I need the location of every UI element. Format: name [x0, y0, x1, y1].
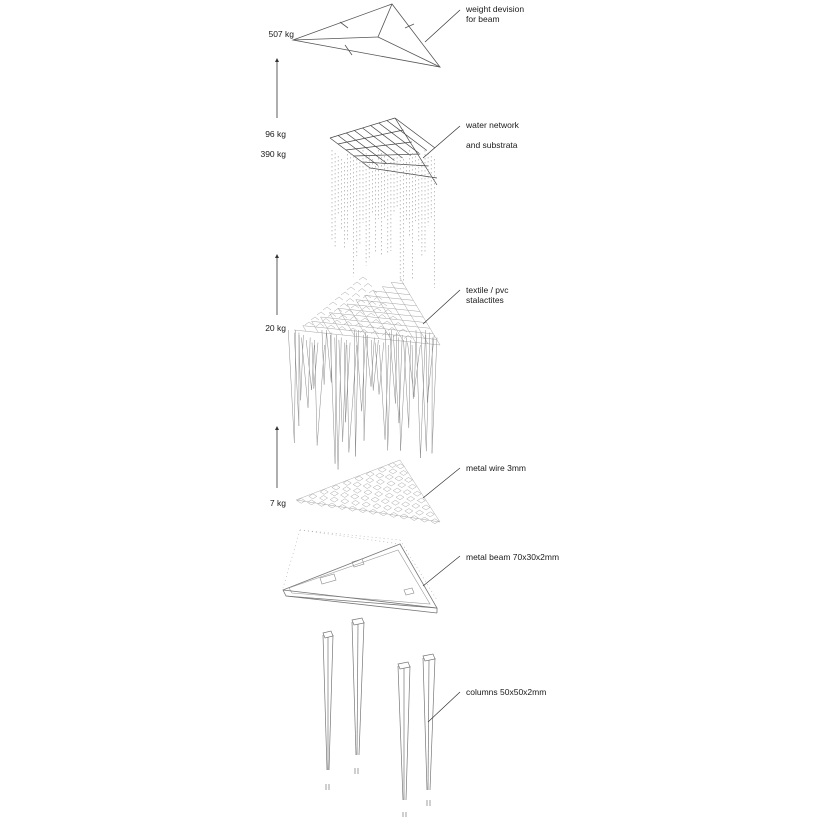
- wire-cell: [393, 488, 401, 493]
- label-substrata: and substrata: [466, 140, 518, 150]
- textile-fold: [327, 325, 335, 328]
- textile-grid-line: [312, 321, 434, 334]
- textile-fold: [323, 307, 331, 310]
- beam-connector: [400, 540, 437, 600]
- leader-lines: [423, 10, 460, 722]
- wire-cell: [320, 496, 328, 501]
- water-pipe: [387, 121, 427, 151]
- textile-fold: [317, 312, 325, 315]
- wire-cell: [403, 490, 411, 495]
- wire-cell: [416, 510, 424, 515]
- beam-connector: [300, 530, 400, 540]
- stalactite: [371, 340, 378, 391]
- wire-cell: [366, 478, 374, 483]
- wire-cell: [405, 509, 413, 514]
- wire-cell: [341, 499, 349, 504]
- label-metal-wire: metal wire 3mm: [466, 463, 526, 473]
- wire-cell: [375, 492, 383, 497]
- wire-cell: [363, 484, 371, 489]
- wire-cell: [353, 482, 361, 487]
- stalactite: [393, 335, 402, 423]
- stalactite: [322, 330, 327, 385]
- wire-outline: [296, 460, 440, 522]
- weight-label-substrata: 390 kg: [260, 149, 286, 159]
- stalactite: [432, 338, 437, 454]
- wire-cell: [396, 495, 404, 500]
- wire-cell: [381, 499, 389, 504]
- wire-cell: [394, 507, 402, 512]
- water-pipe: [330, 138, 370, 168]
- wire-cell: [408, 484, 416, 489]
- column-1: [323, 631, 333, 790]
- textile-fold: [378, 315, 386, 318]
- stalactite: [416, 330, 426, 458]
- wire-cell: [371, 497, 379, 502]
- wire-cell: [398, 483, 406, 488]
- textile-fold: [372, 320, 380, 323]
- leader-metal-wire: [423, 468, 460, 498]
- label-weight-division-1: weight devision: [466, 4, 525, 14]
- wire-cell: [413, 491, 421, 496]
- label-weight-division-2: for beam: [466, 14, 500, 24]
- textile-fold: [335, 297, 343, 300]
- wire-cell: [385, 493, 393, 498]
- wire-cell: [341, 493, 349, 498]
- column-3: [398, 662, 410, 817]
- textile-fold: [359, 277, 367, 280]
- textile-fold: [352, 294, 360, 297]
- wire-cell: [387, 481, 395, 486]
- textile-grid-line: [338, 308, 423, 317]
- wire-cell: [422, 505, 430, 510]
- stalactite: [404, 340, 411, 428]
- wire-cell: [361, 496, 369, 501]
- textile-grid-line: [303, 326, 306, 332]
- weight-division-plate: [293, 4, 440, 67]
- textile-fold: [358, 289, 366, 292]
- wire-cell: [343, 487, 351, 492]
- wire-cell: [373, 504, 381, 509]
- label-columns: columns 50x50x2mm: [466, 687, 547, 697]
- textile-fold: [353, 282, 361, 285]
- water-pipe: [379, 123, 419, 153]
- stalactite: [398, 338, 406, 451]
- weight-label-water: 96 kg: [265, 129, 286, 139]
- textile-fold: [351, 305, 359, 308]
- textile-fold: [305, 322, 313, 325]
- wire-cell: [400, 470, 408, 475]
- wire-cell: [384, 505, 392, 510]
- wire-cell: [396, 464, 404, 469]
- label-textile-2: stalactites: [466, 295, 504, 305]
- textile-fold: [316, 324, 324, 327]
- wire-cell: [330, 497, 338, 502]
- textile-fold: [367, 313, 375, 316]
- columns: [323, 618, 435, 817]
- textile-fold: [334, 309, 342, 312]
- wire-cell: [351, 494, 359, 499]
- textile-fold: [340, 304, 348, 307]
- leader-water-network: [423, 126, 460, 158]
- textile-fold: [344, 322, 352, 325]
- leader-weight-division: [425, 10, 460, 42]
- textile-fold: [311, 317, 319, 320]
- wire-cell: [383, 487, 391, 492]
- wire-cell: [385, 475, 393, 480]
- stalactite: [426, 335, 434, 402]
- textile-fold: [373, 308, 381, 311]
- textile-fold: [328, 314, 336, 317]
- wire-cell: [426, 512, 434, 517]
- wire-cell: [353, 488, 361, 493]
- textile-fold: [329, 302, 337, 305]
- wire-cell: [417, 498, 425, 503]
- water-pipe: [363, 128, 403, 158]
- water-pipe: [371, 126, 411, 156]
- textile-grid-line: [356, 300, 379, 339]
- textile-grid-line: [391, 282, 403, 283]
- wire-cell: [402, 502, 410, 507]
- textile-grid-line: [400, 278, 440, 345]
- textile-grid-line: [303, 326, 437, 340]
- metal-beam: [283, 530, 437, 613]
- metal-wire-mesh: [296, 460, 440, 524]
- wire-cell: [376, 479, 384, 484]
- textile-fold: [346, 299, 354, 302]
- textile-grid-line: [321, 317, 431, 328]
- wire-cell: [391, 500, 399, 505]
- stalactite: [330, 335, 336, 464]
- label-metal-beam: metal beam 70x30x2mm: [466, 552, 560, 562]
- textile-stalactites: [288, 277, 440, 470]
- water-pipe: [338, 130, 403, 144]
- water-network: [330, 118, 437, 288]
- textile-fold: [364, 284, 372, 287]
- weight-label-textile: 20 kg: [265, 323, 286, 333]
- leader-textile: [423, 290, 460, 324]
- stalactite: [299, 335, 303, 400]
- weight-label-beam: 507 kg: [268, 29, 294, 39]
- textile-fold: [379, 303, 387, 306]
- wire-cell: [407, 496, 415, 501]
- label-textile-1: textile / pvc: [466, 285, 509, 295]
- wire-cell: [362, 502, 370, 507]
- textile-fold: [347, 287, 355, 290]
- wire-cell: [330, 491, 338, 496]
- textile-fold: [369, 290, 377, 293]
- textile-grid-line: [374, 291, 411, 295]
- wire-cell: [389, 469, 397, 474]
- wire-cell: [412, 503, 420, 508]
- textile-fold: [356, 312, 364, 315]
- wire-cell: [352, 500, 360, 505]
- wire-cell: [364, 490, 372, 495]
- weight-label-wire: 7 kg: [269, 498, 286, 508]
- stalactite: [364, 335, 368, 441]
- beam-connector: [283, 530, 300, 588]
- stalactite: [288, 330, 295, 443]
- column-2: [352, 618, 364, 774]
- stalactite: [412, 345, 420, 399]
- textile-grid-line: [374, 291, 404, 341]
- textile-fold: [341, 292, 349, 295]
- wire-cell: [373, 485, 381, 490]
- textile-fold: [362, 307, 370, 310]
- textile-fold: [350, 317, 358, 320]
- wire-cell: [395, 476, 403, 481]
- wire-cell: [388, 463, 396, 468]
- label-water-network: water network: [466, 120, 519, 130]
- wire-cell: [405, 477, 413, 482]
- column-4: [423, 654, 435, 806]
- textile-fold: [345, 310, 353, 313]
- leader-metal-beam: [423, 556, 460, 586]
- wire-cell: [376, 473, 384, 478]
- stalactite: [390, 333, 397, 404]
